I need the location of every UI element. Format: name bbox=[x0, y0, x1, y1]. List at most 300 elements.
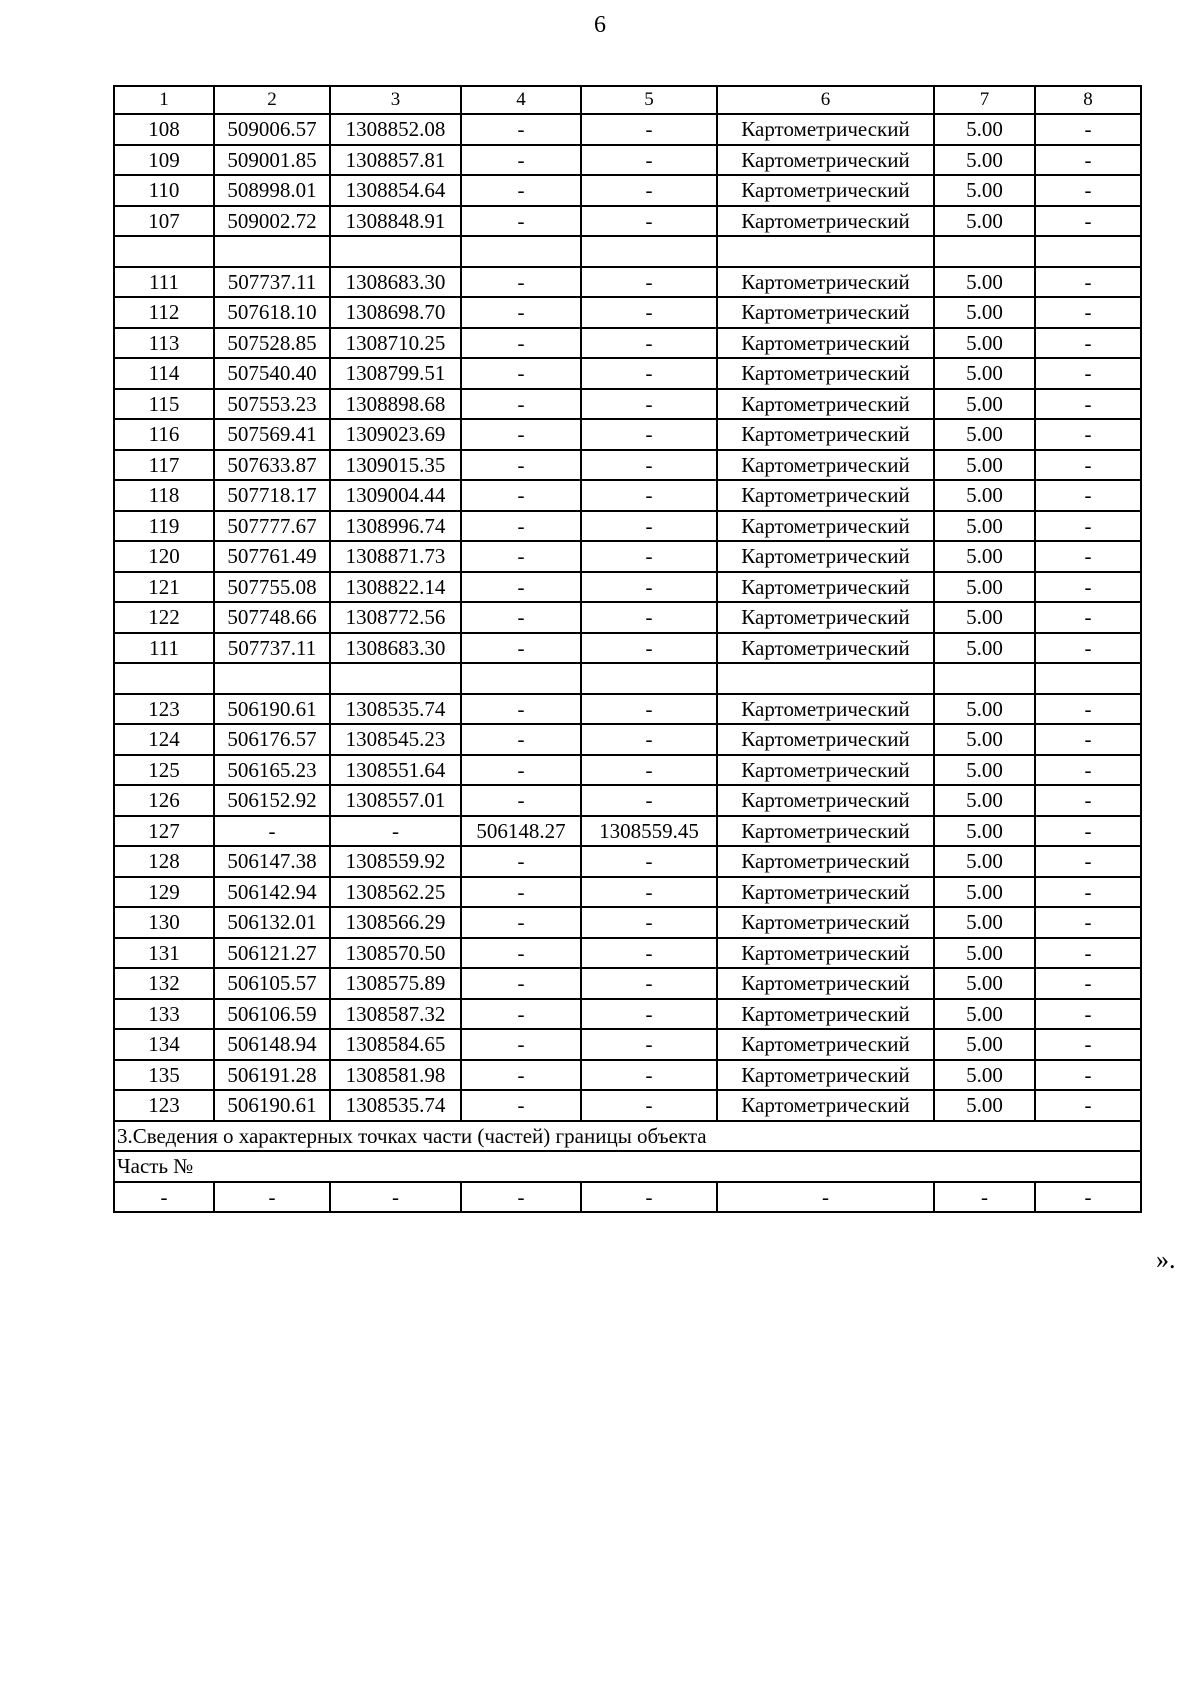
table-cell: 113 bbox=[114, 328, 214, 359]
table-cell: 1309023.69 bbox=[330, 419, 461, 450]
table-cell: - bbox=[330, 1182, 461, 1213]
table-cell: - bbox=[461, 785, 581, 816]
table-cell: - bbox=[461, 267, 581, 298]
table-cell bbox=[114, 236, 214, 267]
table-cell: 1309015.35 bbox=[330, 450, 461, 481]
table-cell: - bbox=[1035, 480, 1141, 511]
table-cell: 5 bbox=[581, 86, 717, 114]
table-cell: Картометрический bbox=[717, 389, 934, 420]
table-cell: 1308848.91 bbox=[330, 206, 461, 237]
table-cell: 506148.27 bbox=[461, 816, 581, 847]
table-cell: - bbox=[461, 419, 581, 450]
table-cell: 5.00 bbox=[934, 785, 1035, 816]
table-cell: 5.00 bbox=[934, 938, 1035, 969]
table-cell: Картометрический bbox=[717, 907, 934, 938]
table-cell: 1308584.65 bbox=[330, 1029, 461, 1060]
table-cell: - bbox=[1035, 1060, 1141, 1091]
table-cell: 8 bbox=[1035, 86, 1141, 114]
table-row bbox=[114, 846, 1141, 877]
table-cell: - bbox=[581, 968, 717, 999]
table-cell: - bbox=[461, 206, 581, 237]
table-row bbox=[114, 938, 1141, 969]
table-cell: 5.00 bbox=[934, 450, 1035, 481]
table-cell: Картометрический bbox=[717, 419, 934, 450]
table-cell: - bbox=[461, 297, 581, 328]
table-cell: 121 bbox=[114, 572, 214, 603]
table-cell: - bbox=[581, 419, 717, 450]
table-cell: Картометрический bbox=[717, 694, 934, 725]
table-cell: 5.00 bbox=[934, 328, 1035, 359]
table-cell: - bbox=[461, 877, 581, 908]
table-cell: 1308683.30 bbox=[330, 633, 461, 664]
table-cell: - bbox=[581, 1029, 717, 1060]
table-cell: - bbox=[114, 1182, 214, 1213]
table-cell: 1308822.14 bbox=[330, 572, 461, 603]
table-cell: 111 bbox=[114, 633, 214, 664]
table-cell: 127 bbox=[114, 816, 214, 847]
table-cell: - bbox=[461, 846, 581, 877]
table-cell: - bbox=[1035, 846, 1141, 877]
table-cell: - bbox=[214, 816, 330, 847]
table-cell: 3 bbox=[330, 86, 461, 114]
table-row bbox=[114, 511, 1141, 542]
table-cell: - bbox=[1035, 694, 1141, 725]
table-cell: 5.00 bbox=[934, 389, 1035, 420]
table-cell: - bbox=[581, 358, 717, 389]
table-cell: - bbox=[581, 1090, 717, 1121]
table-cell: 507748.66 bbox=[214, 602, 330, 633]
table-cell: 112 bbox=[114, 297, 214, 328]
table-cell: 123 bbox=[114, 694, 214, 725]
table-cell: 1308570.50 bbox=[330, 938, 461, 969]
table-cell: - bbox=[581, 907, 717, 938]
table-cell: - bbox=[581, 785, 717, 816]
table-cell: 1309004.44 bbox=[330, 480, 461, 511]
table-cell: 120 bbox=[114, 541, 214, 572]
table-cell: 128 bbox=[114, 846, 214, 877]
table-cell bbox=[214, 663, 330, 694]
table-cell: Картометрический bbox=[717, 1029, 934, 1060]
table-row bbox=[114, 419, 1141, 450]
table-cell: 1308772.56 bbox=[330, 602, 461, 633]
table-cell: 5.00 bbox=[934, 877, 1035, 908]
table-cell: 1308587.32 bbox=[330, 999, 461, 1030]
table-cell: - bbox=[1035, 114, 1141, 145]
table-cell: 5.00 bbox=[934, 694, 1035, 725]
table-cell bbox=[581, 236, 717, 267]
table-cell: 5.00 bbox=[934, 480, 1035, 511]
table-cell: 5.00 bbox=[934, 633, 1035, 664]
table-cell: 5.00 bbox=[934, 206, 1035, 237]
table-cell: 1308535.74 bbox=[330, 1090, 461, 1121]
table-cell: 507761.49 bbox=[214, 541, 330, 572]
table-row bbox=[114, 1060, 1141, 1091]
table-cell: - bbox=[581, 114, 717, 145]
table-cell: 507718.17 bbox=[214, 480, 330, 511]
table-row bbox=[114, 236, 1141, 267]
table-cell: - bbox=[461, 724, 581, 755]
table-cell: 1308545.23 bbox=[330, 724, 461, 755]
table-cell: 134 bbox=[114, 1029, 214, 1060]
table-cell: 125 bbox=[114, 755, 214, 786]
table-row bbox=[114, 602, 1141, 633]
table-cell: - bbox=[581, 633, 717, 664]
table-cell bbox=[330, 663, 461, 694]
table-cell: 507633.87 bbox=[214, 450, 330, 481]
table-cell: - bbox=[581, 877, 717, 908]
table-cell bbox=[214, 236, 330, 267]
table-cell: 126 bbox=[114, 785, 214, 816]
table-cell: - bbox=[1035, 633, 1141, 664]
table-cell: - bbox=[461, 450, 581, 481]
page-number: 6 bbox=[594, 12, 606, 38]
table-cell: 4 bbox=[461, 86, 581, 114]
table-cell: 122 bbox=[114, 602, 214, 633]
table-cell: 1308799.51 bbox=[330, 358, 461, 389]
table-row bbox=[114, 297, 1141, 328]
table-cell: 5.00 bbox=[934, 572, 1035, 603]
table-cell: - bbox=[461, 114, 581, 145]
table-cell bbox=[934, 663, 1035, 694]
table-cell: Картометрический bbox=[717, 1090, 934, 1121]
table-cell: - bbox=[461, 358, 581, 389]
coordinates-table bbox=[113, 85, 1142, 1213]
table-row bbox=[114, 755, 1141, 786]
table-cell: 110 bbox=[114, 175, 214, 206]
table-cell: Картометрический bbox=[717, 511, 934, 542]
table-cell: - bbox=[581, 846, 717, 877]
table-cell: - bbox=[1035, 968, 1141, 999]
table-cell: - bbox=[581, 145, 717, 176]
table-row bbox=[114, 541, 1141, 572]
table-cell: 5.00 bbox=[934, 419, 1035, 450]
table-cell: - bbox=[581, 1060, 717, 1091]
table-cell: 509002.72 bbox=[214, 206, 330, 237]
table-cell: 108 bbox=[114, 114, 214, 145]
table-cell: 5.00 bbox=[934, 724, 1035, 755]
table-cell bbox=[330, 236, 461, 267]
table-cell: - bbox=[1035, 145, 1141, 176]
table-cell: 506106.59 bbox=[214, 999, 330, 1030]
table-cell: - bbox=[1035, 511, 1141, 542]
table-cell: - bbox=[717, 1182, 934, 1213]
table-cell: - bbox=[461, 1029, 581, 1060]
table-cell: - bbox=[581, 511, 717, 542]
table-cell: - bbox=[1035, 358, 1141, 389]
table-cell: - bbox=[330, 816, 461, 847]
table-cell: 5.00 bbox=[934, 267, 1035, 298]
table-cell: 132 bbox=[114, 968, 214, 999]
table-cell: 124 bbox=[114, 724, 214, 755]
table-cell: - bbox=[934, 1182, 1035, 1213]
table-row bbox=[114, 328, 1141, 359]
table-cell: 1308871.73 bbox=[330, 541, 461, 572]
table-cell: - bbox=[581, 572, 717, 603]
table-cell: Картометрический bbox=[717, 114, 934, 145]
table-cell: - bbox=[1035, 785, 1141, 816]
table-cell: - bbox=[1035, 816, 1141, 847]
table-cell: 1308566.29 bbox=[330, 907, 461, 938]
table-cell: - bbox=[461, 175, 581, 206]
table-cell: Картометрический bbox=[717, 633, 934, 664]
section-3-title: 3.Сведения о характерных точках части (частей) границы объекта bbox=[114, 1121, 1141, 1152]
table-row bbox=[114, 816, 1141, 847]
table-cell: 507755.08 bbox=[214, 572, 330, 603]
table-cell: Картометрический bbox=[717, 877, 934, 908]
table-cell bbox=[717, 236, 934, 267]
part-number-label: Часть № bbox=[114, 1151, 1141, 1182]
table-cell: Картометрический bbox=[717, 297, 934, 328]
table-cell: - bbox=[461, 633, 581, 664]
table-cell: 1308698.70 bbox=[330, 297, 461, 328]
table-cell: 5.00 bbox=[934, 1060, 1035, 1091]
table-cell: - bbox=[461, 602, 581, 633]
table-cell: 506148.94 bbox=[214, 1029, 330, 1060]
table-cell: Картометрический bbox=[717, 541, 934, 572]
table-cell: - bbox=[461, 968, 581, 999]
table-cell: 507737.11 bbox=[214, 633, 330, 664]
table-cell: Картометрический bbox=[717, 816, 934, 847]
table-cell: 1308559.45 bbox=[581, 816, 717, 847]
part-number-label-row bbox=[114, 1151, 1141, 1182]
table-cell: 507737.11 bbox=[214, 267, 330, 298]
table-cell: - bbox=[581, 297, 717, 328]
table-row bbox=[114, 480, 1141, 511]
table-cell bbox=[581, 663, 717, 694]
table-cell: 129 bbox=[114, 877, 214, 908]
table-cell: 506191.28 bbox=[214, 1060, 330, 1091]
table-cell: - bbox=[581, 450, 717, 481]
table-cell: 5.00 bbox=[934, 511, 1035, 542]
table-cell: - bbox=[581, 389, 717, 420]
table-cell: 1308996.74 bbox=[330, 511, 461, 542]
table-cell: 506190.61 bbox=[214, 1090, 330, 1121]
table-row bbox=[114, 724, 1141, 755]
table-cell: - bbox=[1035, 206, 1141, 237]
table-cell: Картометрический bbox=[717, 785, 934, 816]
table-cell: - bbox=[1035, 419, 1141, 450]
table-cell: - bbox=[581, 724, 717, 755]
table-cell: - bbox=[581, 480, 717, 511]
table-row bbox=[114, 206, 1141, 237]
table-cell: - bbox=[581, 206, 717, 237]
table-cell: - bbox=[1035, 724, 1141, 755]
table-cell: 135 bbox=[114, 1060, 214, 1091]
table-cell: Картометрический bbox=[717, 175, 934, 206]
table-cell: - bbox=[1035, 1029, 1141, 1060]
table-cell: 115 bbox=[114, 389, 214, 420]
table-cell: 114 bbox=[114, 358, 214, 389]
table-row bbox=[114, 175, 1141, 206]
table-cell: 508998.01 bbox=[214, 175, 330, 206]
table-cell: - bbox=[1035, 328, 1141, 359]
table-cell: 509001.85 bbox=[214, 145, 330, 176]
table-cell: 117 bbox=[114, 450, 214, 481]
table-cell: - bbox=[461, 694, 581, 725]
table-cell: 1308535.74 bbox=[330, 694, 461, 725]
table-cell: - bbox=[461, 755, 581, 786]
table-cell: 5.00 bbox=[934, 1090, 1035, 1121]
table-cell: Картометрический bbox=[717, 602, 934, 633]
table-row bbox=[114, 1029, 1141, 1060]
table-cell: 5.00 bbox=[934, 358, 1035, 389]
table-cell: 5.00 bbox=[934, 541, 1035, 572]
table-cell: 5.00 bbox=[934, 297, 1035, 328]
table-cell: 507569.41 bbox=[214, 419, 330, 450]
table-row bbox=[114, 907, 1141, 938]
table-cell: - bbox=[461, 511, 581, 542]
table-cell: - bbox=[461, 1060, 581, 1091]
table-cell: Картометрический bbox=[717, 206, 934, 237]
table-cell: - bbox=[1035, 602, 1141, 633]
table-cell: 109 bbox=[114, 145, 214, 176]
table-row bbox=[114, 1090, 1141, 1121]
table-cell: 130 bbox=[114, 907, 214, 938]
table-cell: 5.00 bbox=[934, 175, 1035, 206]
table-cell: - bbox=[581, 328, 717, 359]
table-row bbox=[114, 968, 1141, 999]
table-cell: Картометрический bbox=[717, 145, 934, 176]
table-cell: 1308559.92 bbox=[330, 846, 461, 877]
table-row bbox=[114, 450, 1141, 481]
table-row bbox=[114, 267, 1141, 298]
table-cell: Картометрический bbox=[717, 267, 934, 298]
table-cell: 107 bbox=[114, 206, 214, 237]
table-cell: 507777.67 bbox=[214, 511, 330, 542]
table-cell: 133 bbox=[114, 999, 214, 1030]
table-cell: 1308710.25 bbox=[330, 328, 461, 359]
table-cell: Картометрический bbox=[717, 572, 934, 603]
table-cell: 1 bbox=[114, 86, 214, 114]
table-cell: 506121.27 bbox=[214, 938, 330, 969]
table-cell: 7 bbox=[934, 86, 1035, 114]
table-cell bbox=[461, 663, 581, 694]
table-cell bbox=[114, 663, 214, 694]
table-cell: 5.00 bbox=[934, 846, 1035, 877]
table-cell: 506190.61 bbox=[214, 694, 330, 725]
table-row bbox=[114, 358, 1141, 389]
table-cell: 111 bbox=[114, 267, 214, 298]
table-cell: - bbox=[581, 999, 717, 1030]
table-cell: - bbox=[1035, 175, 1141, 206]
table-cell: - bbox=[461, 572, 581, 603]
table-cell: 131 bbox=[114, 938, 214, 969]
table-row bbox=[114, 114, 1141, 145]
table-cell: 507528.85 bbox=[214, 328, 330, 359]
table-cell: Картометрический bbox=[717, 480, 934, 511]
table-cell: 507553.23 bbox=[214, 389, 330, 420]
table-cell: 506105.57 bbox=[214, 968, 330, 999]
table-cell bbox=[1035, 663, 1141, 694]
table-cell bbox=[934, 236, 1035, 267]
table-cell: - bbox=[1035, 938, 1141, 969]
table-cell: Картометрический bbox=[717, 999, 934, 1030]
table-cell: 5.00 bbox=[934, 1029, 1035, 1060]
table-cell: - bbox=[1035, 541, 1141, 572]
table-cell: - bbox=[461, 328, 581, 359]
table-cell: 5.00 bbox=[934, 145, 1035, 176]
table-cell: - bbox=[581, 541, 717, 572]
table-row bbox=[114, 633, 1141, 664]
table-row bbox=[114, 572, 1141, 603]
table-row bbox=[114, 694, 1141, 725]
table-cell: Картометрический bbox=[717, 846, 934, 877]
table-cell: - bbox=[581, 938, 717, 969]
table-cell: - bbox=[1035, 907, 1141, 938]
table-cell: Картометрический bbox=[717, 328, 934, 359]
table-cell bbox=[1035, 236, 1141, 267]
table-cell: Картометрический bbox=[717, 968, 934, 999]
table-cell: 506142.94 bbox=[214, 877, 330, 908]
table-row bbox=[114, 785, 1141, 816]
table-cell: - bbox=[581, 694, 717, 725]
section-3-title-row bbox=[114, 1121, 1141, 1152]
table-cell: - bbox=[1035, 1090, 1141, 1121]
table-cell: Картометрический bbox=[717, 358, 934, 389]
table-cell: - bbox=[461, 480, 581, 511]
table-cell: 5.00 bbox=[934, 968, 1035, 999]
table-cell: 506176.57 bbox=[214, 724, 330, 755]
table-cell: Картометрический bbox=[717, 938, 934, 969]
closing-quote-mark: ». bbox=[1156, 1245, 1176, 1274]
table-cell: - bbox=[461, 541, 581, 572]
table-cell: - bbox=[1035, 297, 1141, 328]
table-cell: Картометрический bbox=[717, 724, 934, 755]
table-cell: - bbox=[461, 1090, 581, 1121]
table-cell: 1308562.25 bbox=[330, 877, 461, 908]
table-cell: 123 bbox=[114, 1090, 214, 1121]
table-cell: - bbox=[581, 175, 717, 206]
table-cell: - bbox=[1035, 999, 1141, 1030]
table-cell: - bbox=[461, 145, 581, 176]
table-row bbox=[114, 663, 1141, 694]
table-cell bbox=[461, 236, 581, 267]
table-cell: - bbox=[581, 1182, 717, 1213]
table-cell: Картометрический bbox=[717, 450, 934, 481]
table-cell: 1308557.01 bbox=[330, 785, 461, 816]
table-cell: 2 bbox=[214, 86, 330, 114]
table-cell bbox=[717, 663, 934, 694]
table-cell: 507618.10 bbox=[214, 297, 330, 328]
table-cell: 5.00 bbox=[934, 114, 1035, 145]
table-cell: 1308683.30 bbox=[330, 267, 461, 298]
table-cell: 119 bbox=[114, 511, 214, 542]
table-cell: 1308854.64 bbox=[330, 175, 461, 206]
table-cell: 1308898.68 bbox=[330, 389, 461, 420]
table-cell: - bbox=[1035, 877, 1141, 908]
table-cell: 1308852.08 bbox=[330, 114, 461, 145]
table-cell: 1308551.64 bbox=[330, 755, 461, 786]
table-cell: - bbox=[581, 755, 717, 786]
table-cell: - bbox=[1035, 267, 1141, 298]
table-cell: 1308575.89 bbox=[330, 968, 461, 999]
table-cell: - bbox=[214, 1182, 330, 1213]
table-row bbox=[114, 145, 1141, 176]
table-cell: Картометрический bbox=[717, 1060, 934, 1091]
table-cell: 5.00 bbox=[934, 999, 1035, 1030]
table-cell: - bbox=[1035, 572, 1141, 603]
table-header-row bbox=[114, 86, 1141, 114]
table-cell: 506147.38 bbox=[214, 846, 330, 877]
table-cell: 509006.57 bbox=[214, 114, 330, 145]
table-row-empty-part bbox=[114, 1182, 1141, 1213]
table-cell: 506132.01 bbox=[214, 907, 330, 938]
table-cell: - bbox=[1035, 450, 1141, 481]
table-cell: - bbox=[1035, 389, 1141, 420]
table-cell: 1308581.98 bbox=[330, 1060, 461, 1091]
table-cell: - bbox=[461, 389, 581, 420]
table-cell: 5.00 bbox=[934, 907, 1035, 938]
